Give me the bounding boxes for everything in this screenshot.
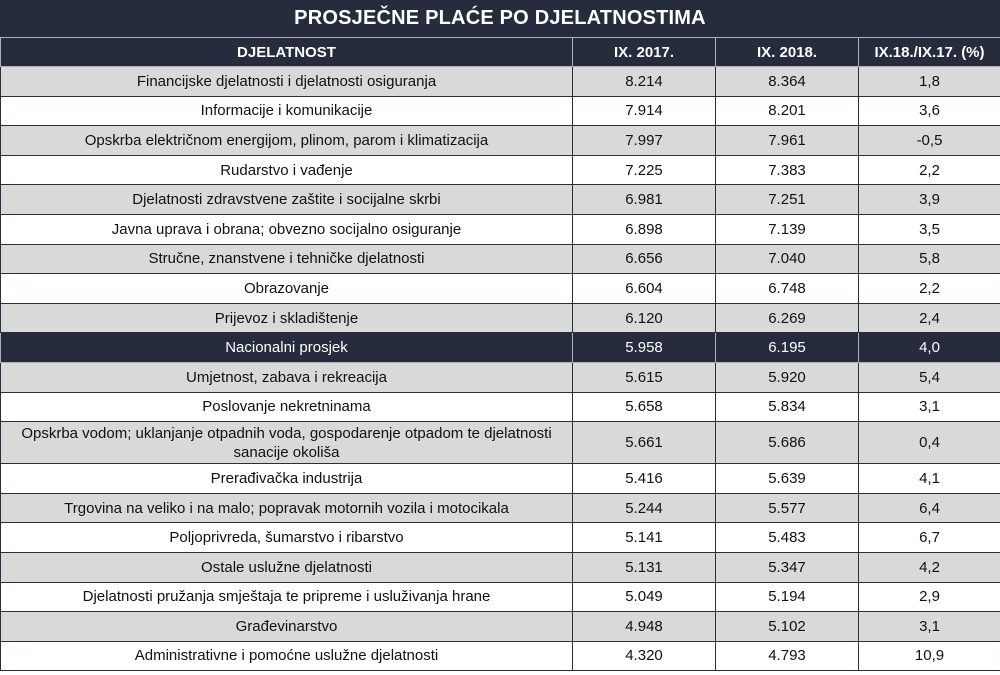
activity-cell: Javna uprava i obrana; obvezno socijalno osiguranje	[1, 214, 573, 244]
value-2017-cell: 5.141	[573, 523, 716, 553]
change-cell: -0,5	[859, 126, 1000, 156]
activity-cell: Stručne, znanstvene i tehničke djelatnosti	[1, 244, 573, 274]
value-2018-cell: 5.834	[716, 392, 859, 422]
activity-cell: Nacionalni prosjek	[1, 333, 573, 363]
value-2018-cell: 7.040	[716, 244, 859, 274]
activity-cell: Opskrba vodom; uklanjanje otpadnih voda, gospodarenje otpadom te djelatnosti sanacije okoliša	[1, 422, 573, 464]
value-2017-cell: 5.958	[573, 333, 716, 363]
table-row	[1, 185, 1000, 215]
table-row	[1, 333, 1000, 363]
change-cell: 2,9	[859, 582, 1000, 612]
value-2018-cell: 7.139	[716, 214, 859, 244]
value-2017-cell: 6.656	[573, 244, 716, 274]
activity-cell: Umjetnost, zabava i rekreacija	[1, 362, 573, 392]
table-row	[1, 303, 1000, 333]
table-row	[1, 274, 1000, 304]
column-header-2017: IX. 2017.	[573, 38, 716, 67]
activity-cell: Administrativne i pomoćne uslužne djelatnosti	[1, 641, 573, 671]
value-2017-cell: 5.661	[573, 422, 716, 464]
value-2018-cell: 5.102	[716, 612, 859, 642]
activity-cell: Poljoprivreda, šumarstvo i ribarstvo	[1, 523, 573, 553]
wage-table	[0, 37, 1000, 671]
activity-cell: Ostale uslužne djelatnosti	[1, 552, 573, 582]
value-2018-cell: 5.347	[716, 552, 859, 582]
table-row	[1, 362, 1000, 392]
table-row	[1, 126, 1000, 156]
activity-cell: Rudarstvo i vađenje	[1, 155, 573, 185]
table-row	[1, 67, 1000, 97]
header-row	[1, 38, 1000, 67]
change-cell: 5,8	[859, 244, 1000, 274]
activity-cell: Prijevoz i skladištenje	[1, 303, 573, 333]
table-row	[1, 641, 1000, 671]
activity-cell: Financijske djelatnosti i djelatnosti osiguranja	[1, 67, 573, 97]
activity-cell: Obrazovanje	[1, 274, 573, 304]
change-cell: 4,1	[859, 464, 1000, 494]
value-2017-cell: 5.131	[573, 552, 716, 582]
change-cell: 3,1	[859, 392, 1000, 422]
value-2018-cell: 5.639	[716, 464, 859, 494]
change-cell: 10,9	[859, 641, 1000, 671]
activity-cell: Djelatnosti zdravstvene zaštite i socijalne skrbi	[1, 185, 573, 215]
value-2017-cell: 8.214	[573, 67, 716, 97]
value-2017-cell: 5.049	[573, 582, 716, 612]
column-header-change: IX.18./IX.17. (%)	[859, 38, 1000, 67]
table-row	[1, 96, 1000, 126]
value-2017-cell: 4.948	[573, 612, 716, 642]
change-cell: 1,8	[859, 67, 1000, 97]
table-title: PROSJEČNE PLAĆE PO DJELATNOSTIMA	[0, 0, 1000, 37]
value-2017-cell: 7.997	[573, 126, 716, 156]
table-row	[1, 552, 1000, 582]
value-2017-cell: 7.914	[573, 96, 716, 126]
change-cell: 3,6	[859, 96, 1000, 126]
value-2018-cell: 7.383	[716, 155, 859, 185]
activity-cell: Djelatnosti pružanja smještaja te pripreme i usluživanja hrane	[1, 582, 573, 612]
change-cell: 5,4	[859, 362, 1000, 392]
activity-cell: Informacije i komunikacije	[1, 96, 573, 126]
change-cell: 6,7	[859, 523, 1000, 553]
value-2018-cell: 6.195	[716, 333, 859, 363]
activity-cell: Poslovanje nekretninama	[1, 392, 573, 422]
value-2018-cell: 8.201	[716, 96, 859, 126]
table-row	[1, 244, 1000, 274]
change-cell: 3,9	[859, 185, 1000, 215]
value-2018-cell: 5.194	[716, 582, 859, 612]
table-row	[1, 464, 1000, 494]
change-cell: 3,5	[859, 214, 1000, 244]
activity-cell: Građevinarstvo	[1, 612, 573, 642]
activity-cell: Trgovina na veliko i na malo; popravak motornih vozila i motocikala	[1, 493, 573, 523]
change-cell: 6,4	[859, 493, 1000, 523]
value-2018-cell: 7.251	[716, 185, 859, 215]
value-2017-cell: 5.416	[573, 464, 716, 494]
value-2018-cell: 5.920	[716, 362, 859, 392]
table-row	[1, 392, 1000, 422]
value-2017-cell: 6.981	[573, 185, 716, 215]
change-cell: 4,2	[859, 552, 1000, 582]
table-row	[1, 523, 1000, 553]
table-row	[1, 155, 1000, 185]
value-2018-cell: 8.364	[716, 67, 859, 97]
column-header-activity: DJELATNOST	[1, 38, 573, 67]
value-2017-cell: 7.225	[573, 155, 716, 185]
change-cell: 3,1	[859, 612, 1000, 642]
value-2017-cell: 6.120	[573, 303, 716, 333]
table-row	[1, 493, 1000, 523]
table-body	[1, 67, 1000, 671]
table-row	[1, 422, 1000, 464]
change-cell: 2,2	[859, 155, 1000, 185]
activity-cell: Prerađivačka industrija	[1, 464, 573, 494]
value-2017-cell: 6.604	[573, 274, 716, 304]
value-2018-cell: 4.793	[716, 641, 859, 671]
table-row	[1, 612, 1000, 642]
activity-cell: Opskrba električnom energijom, plinom, parom i klimatizacija	[1, 126, 573, 156]
value-2017-cell: 5.658	[573, 392, 716, 422]
table-row	[1, 582, 1000, 612]
value-2018-cell: 7.961	[716, 126, 859, 156]
value-2018-cell: 6.269	[716, 303, 859, 333]
change-cell: 2,2	[859, 274, 1000, 304]
change-cell: 4,0	[859, 333, 1000, 363]
value-2018-cell: 5.577	[716, 493, 859, 523]
value-2017-cell: 4.320	[573, 641, 716, 671]
value-2017-cell: 5.244	[573, 493, 716, 523]
table-row	[1, 214, 1000, 244]
change-cell: 0,4	[859, 422, 1000, 464]
value-2018-cell: 6.748	[716, 274, 859, 304]
value-2018-cell: 5.483	[716, 523, 859, 553]
value-2017-cell: 6.898	[573, 214, 716, 244]
column-header-2018: IX. 2018.	[716, 38, 859, 67]
change-cell: 2,4	[859, 303, 1000, 333]
value-2017-cell: 5.615	[573, 362, 716, 392]
value-2018-cell: 5.686	[716, 422, 859, 464]
